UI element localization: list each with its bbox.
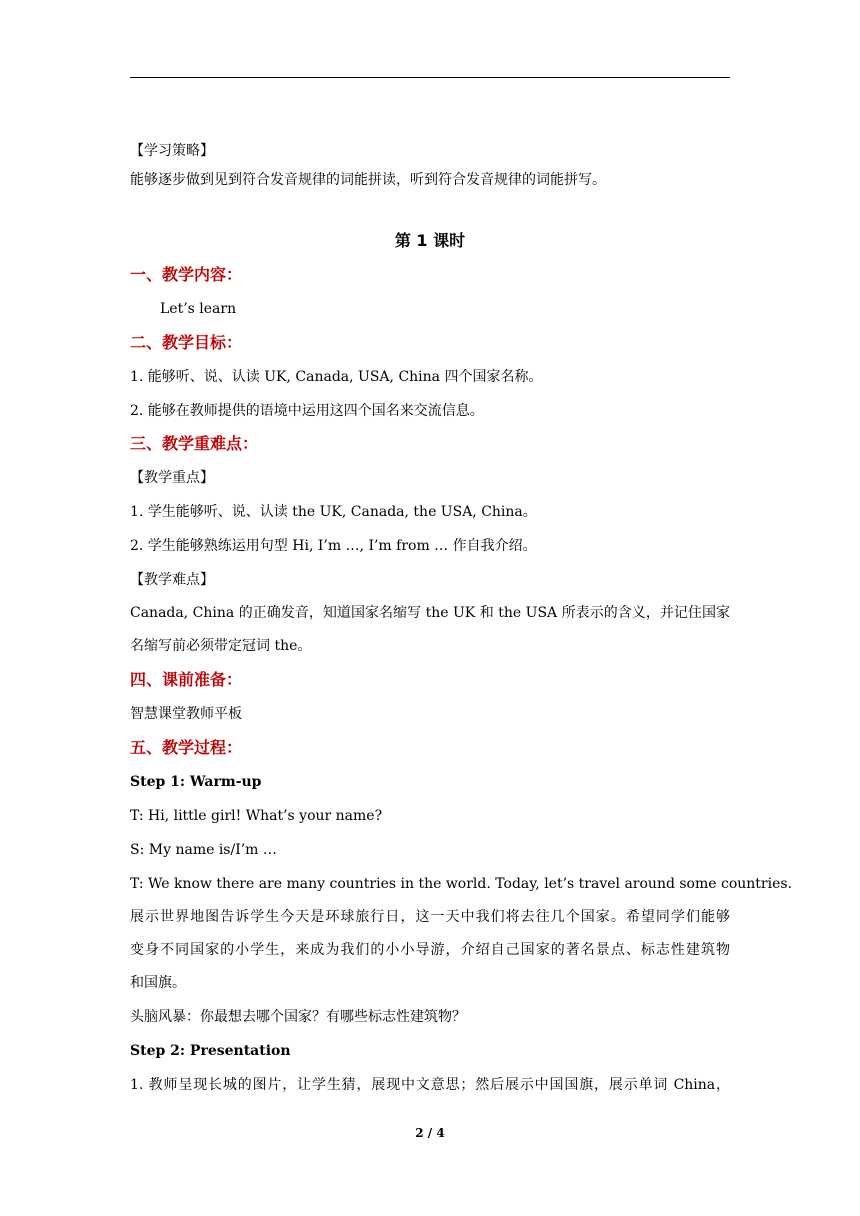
step1-title: Step 1: Warm-up (130, 774, 262, 790)
section-heading-goals: 二、教学目标： (130, 333, 243, 352)
dialogue-line: S: My name is/I’m … (130, 842, 277, 858)
step2-line: 1. 教师呈现长城的图片，让学生猜，展现中文意思；然后展示中国国旗，展示单词 China， (130, 1077, 730, 1093)
strategy-heading: 【学习策略】 (130, 143, 214, 159)
dialogue-line: T: Hi, little girl! What’s your name? (130, 808, 383, 824)
focus-item: 1. 学生能够听、说、认读 the UK, Canada, the USA, China。 (130, 504, 537, 520)
goal-item: 1. 能够听、说、认读 UK, Canada, USA, China 四个国家名称。 (130, 369, 543, 385)
goal-item: 2. 能够在教师提供的语境中运用这四个国名来交流信息。 (130, 403, 484, 419)
step2-title: Step 2: Presentation (130, 1043, 291, 1059)
difficulty-line: Canada, China 的正确发音，知道国家名缩写 the UK 和 the USA 所表示的含义，并记住国家 (130, 605, 730, 621)
content-text: Let’s learn (160, 301, 237, 317)
step1-paragraph-line: 和国旗。 (130, 975, 186, 991)
section-heading-preparation: 四、课前准备： (130, 670, 243, 689)
step1-paragraph-line: 变身不同国家的小学生，来成为我们的小小导游，介绍自己国家的著名景点、标志性建筑物 (130, 942, 730, 958)
page-number: 2 / 4 (415, 1126, 445, 1140)
focus-label: 【教学重点】 (130, 470, 214, 486)
strategy-text: 能够逐步做到见到符合发音规律的词能拼读，听到符合发音规律的词能拼写。 (130, 172, 606, 188)
brainstorm-text: 头脑风暴：你最想去哪个国家？有哪些标志性建筑物？ (130, 1009, 466, 1025)
section-heading-content: 一、教学内容： (130, 265, 243, 284)
focus-item: 2. 学生能够熟练运用句型 Hi, I’m …, I’m from … 作自我介绍。 (130, 538, 537, 554)
section-heading-process: 五、教学过程： (130, 738, 243, 757)
step1-paragraph-line: 展示世界地图告诉学生今天是环球旅行日，这一天中我们将去往几个国家。希望同学们能够 (130, 909, 730, 925)
difficulty-label: 【教学难点】 (130, 572, 214, 588)
lesson-title: 第 1 课时 (394, 231, 466, 250)
header-rule (130, 77, 730, 78)
section-heading-key-points: 三、教学重难点： (130, 434, 259, 453)
preparation-text: 智慧课堂教师平板 (130, 706, 242, 722)
dialogue-line: T: We know there are many countries in the world. Today, let’s travel around some countries. (130, 876, 793, 892)
difficulty-line: 名缩写前必须带定冠词 the。 (130, 638, 312, 654)
